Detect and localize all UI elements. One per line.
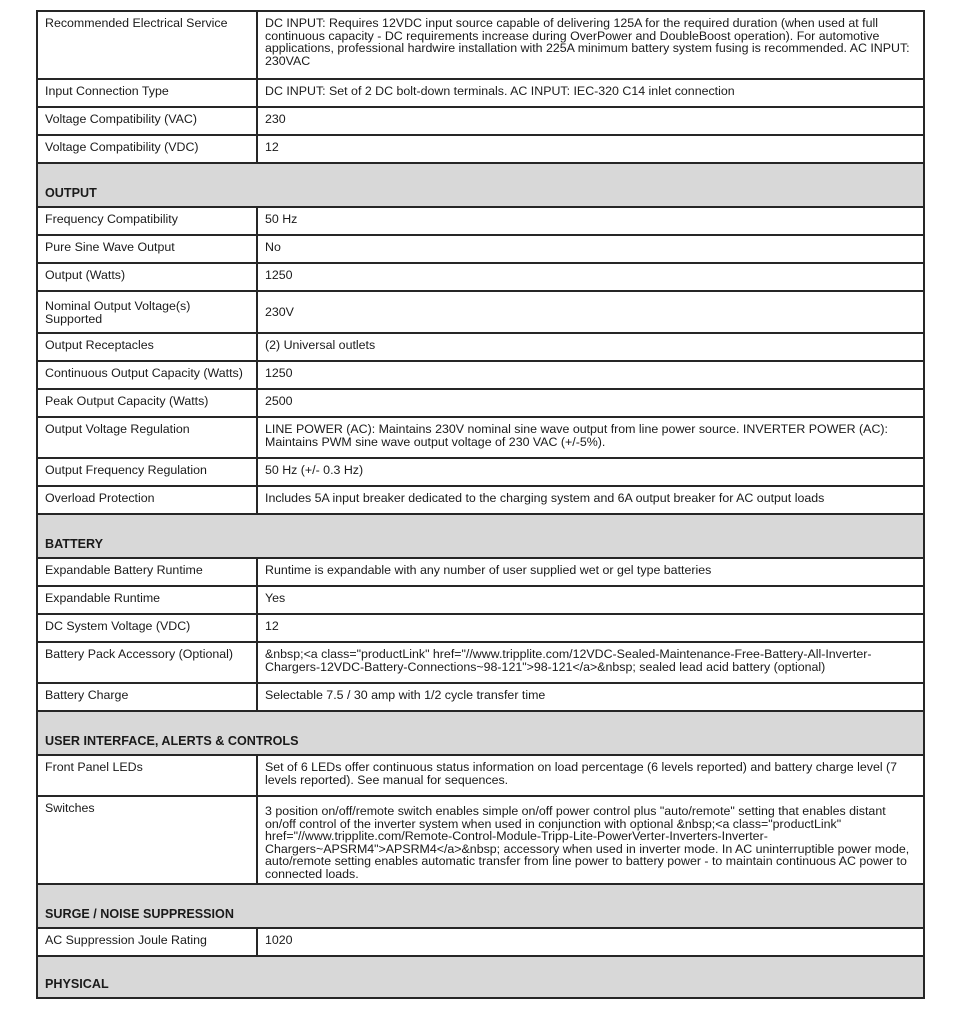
spec-value: 1250 xyxy=(265,268,293,282)
spec-row-frequency-compatibility xyxy=(38,206,923,234)
spec-label: Input Connection Type xyxy=(38,80,258,106)
spec-label: Continuous Output Capacity (Watts) xyxy=(38,362,258,388)
spec-label: AC Suppression Joule Rating xyxy=(38,929,258,955)
spec-value: DC INPUT: Requires 12VDC input source capable of delivering 125A for the required duration (when used at full continuous capacity - DC requirements increase during OverPower and DoubleBoost operation). For automotive applications, professional hardwire installation with 225A minimum battery system fusing is recommended. AC INPUT: 230VAC xyxy=(265,16,910,68)
spec-value: Yes xyxy=(265,591,286,605)
spec-row-output-frequency-regulation xyxy=(38,457,923,485)
spec-label: Output Voltage Regulation xyxy=(38,418,258,457)
spec-label: Battery Pack Accessory (Optional) xyxy=(38,643,258,682)
spec-row-output-voltage-regulation xyxy=(38,416,923,457)
spec-row-battery-charge xyxy=(38,682,923,710)
spec-value: 50 Hz (+/- 0.3 Hz) xyxy=(265,463,364,477)
spec-value: 12 xyxy=(265,140,279,154)
spec-label: Recommended Electrical Service xyxy=(38,12,258,78)
spec-value: (2) Universal outlets xyxy=(265,338,376,352)
spec-row-continuous-output-capacity xyxy=(38,360,923,388)
section-header-battery: BATTERY xyxy=(38,513,923,557)
spec-row-voltage-compatibility-vdc xyxy=(38,134,923,162)
spec-row-output-receptacles xyxy=(38,332,923,360)
spec-row-voltage-compatibility-vac xyxy=(38,106,923,134)
spec-label: Frequency Compatibility xyxy=(38,208,258,234)
spec-value: &nbsp;<a class="productLink" href="//www.tripplite.com/12VDC-Sealed-Maintenance-Free-Battery-All-Inverter-Chargers-12VDC-Battery-Connections~98-121">98-121</a>&nbsp; sealed lead acid battery (optional) xyxy=(265,647,872,674)
spec-value: Selectable 7.5 / 30 amp with 1/2 cycle transfer time xyxy=(265,688,546,702)
spec-value: 50 Hz xyxy=(265,212,298,226)
spec-label: Battery Charge xyxy=(38,684,258,710)
section-header-physical: PHYSICAL xyxy=(38,955,923,997)
spec-label: Output (Watts) xyxy=(38,264,258,290)
spec-label: DC System Voltage (VDC) xyxy=(38,615,258,641)
spec-value: LINE POWER (AC): Maintains 230V nominal sine wave output from line power source. INVERTER POWER (AC): Maintains PWM sine wave output voltage of 230 VAC (+/-5%). xyxy=(265,422,888,449)
spec-label: Voltage Compatibility (VAC) xyxy=(38,108,258,134)
spec-value: DC INPUT: Set of 2 DC bolt-down terminals. AC INPUT: IEC-320 C14 inlet connection xyxy=(265,84,735,98)
spec-row-pure-sine-wave-output xyxy=(38,234,923,262)
spec-value: Includes 5A input breaker dedicated to the charging system and 6A output breaker for AC output loads xyxy=(265,491,825,505)
spec-value: Runtime is expandable with any number of user supplied wet or gel type batteries xyxy=(265,563,712,577)
spec-table xyxy=(36,10,925,999)
spec-value: 3 position on/off/remote switch enables simple on/off power control plus "auto/remote" setting that enables distant on/off control of the inverter system when used in conjunction with optional &nbsp;<a class="productLink" href="//www.tripplite.com/Remote-Control-Module-Tripp-Lite-PowerVerter-Inverters-Inverter-Chargers~APSRM4">APSRM4</a>&nbsp; accessory when used in inverter mode. In AC uninterruptible power mode, auto/remote setting enables automatic transfer from line power to battery power - to maintain continuous AC power to connected loads. xyxy=(265,804,910,881)
spec-value: 230V xyxy=(265,304,294,319)
spec-value: 2500 xyxy=(265,394,293,408)
spec-row-expandable-runtime xyxy=(38,585,923,613)
spec-row-ac-suppression-joule-rating xyxy=(38,927,923,955)
spec-label: Front Panel LEDs xyxy=(38,756,258,795)
spec-row-dc-system-voltage xyxy=(38,613,923,641)
spec-row-input-connection-type xyxy=(38,78,923,106)
spec-label: Output Frequency Regulation xyxy=(38,459,258,485)
spec-value: 230 xyxy=(265,112,286,126)
spec-value: Set of 6 LEDs offer continuous status information on load percentage (6 levels reported) and battery charge level (7 levels reported). See manual for sequences. xyxy=(265,760,898,787)
spec-row-peak-output-capacity xyxy=(38,388,923,416)
spec-row-switches xyxy=(38,795,923,883)
spec-label: Expandable Battery Runtime xyxy=(38,559,258,585)
spec-row-recommended-electrical-service xyxy=(38,12,923,78)
spec-label: Nominal Output Voltage(s) Supported xyxy=(38,292,258,332)
spec-row-expandable-battery-runtime xyxy=(38,557,923,585)
spec-label: Peak Output Capacity (Watts) xyxy=(38,390,258,416)
spec-row-nominal-output-voltage xyxy=(38,290,923,332)
spec-label: Pure Sine Wave Output xyxy=(38,236,258,262)
spec-label: Output Receptacles xyxy=(38,334,258,360)
spec-label: Voltage Compatibility (VDC) xyxy=(38,136,258,162)
spec-label: Overload Protection xyxy=(38,487,258,513)
spec-row-front-panel-leds xyxy=(38,754,923,795)
section-header-surge-noise-suppression: SURGE / NOISE SUPPRESSION xyxy=(38,883,923,927)
section-header-output: OUTPUT xyxy=(38,162,923,206)
spec-value: 12 xyxy=(265,619,279,633)
spec-label: Switches xyxy=(38,797,258,883)
spec-value: 1250 xyxy=(265,366,293,380)
spec-row-battery-pack-accessory xyxy=(38,641,923,682)
section-header-user-interface-alerts-controls: USER INTERFACE, ALERTS & CONTROLS xyxy=(38,710,923,754)
spec-row-output-watts xyxy=(38,262,923,290)
spec-label: Expandable Runtime xyxy=(38,587,258,613)
spec-row-overload-protection xyxy=(38,485,923,513)
spec-value: 1020 xyxy=(265,933,293,947)
spec-value: No xyxy=(265,240,281,254)
